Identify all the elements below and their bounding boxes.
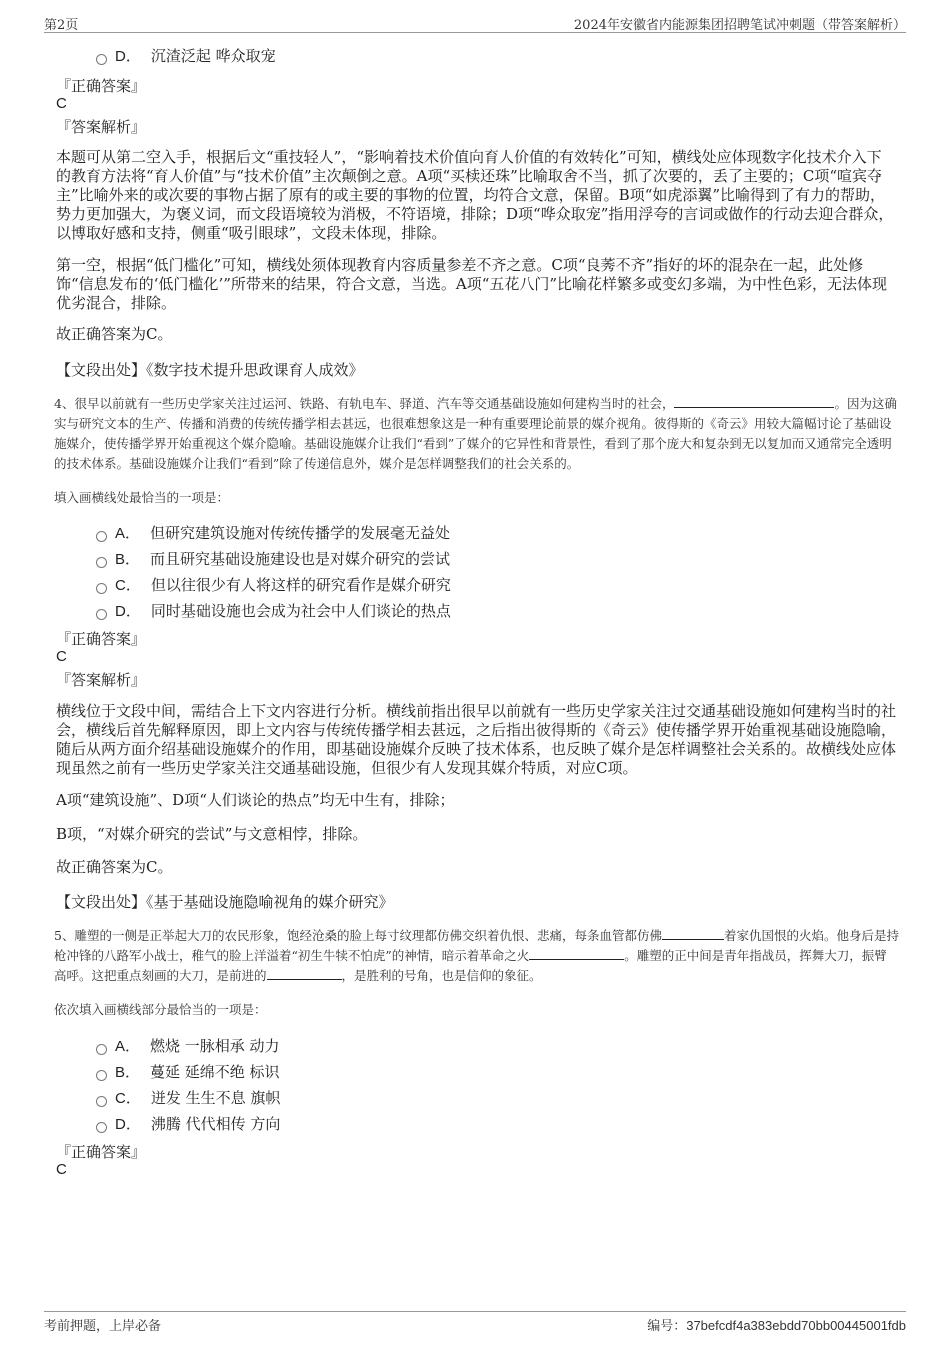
- option-text: 迸发 生生不息 旗帜: [150, 1089, 281, 1107]
- option-text: 蔓延 延绵不绝 标识: [150, 1063, 280, 1081]
- option-text: 但以往很少有人将这样的研究看作是媒介研究: [150, 576, 451, 594]
- q3-option-d[interactable]: [96, 46, 276, 66]
- q3-answer-label: 『正确答案』: [56, 77, 147, 95]
- option-text: 而且研究基础设施建设也是对媒介研究的尝试: [150, 550, 451, 568]
- footer-slogan: 考前押题，上岸必备: [44, 1319, 162, 1334]
- fill-blank: [662, 927, 724, 940]
- q4-stem: [54, 394, 899, 474]
- q4-analysis-p3: B项，“对媒介研究的尝试”与文意相悖，排除。: [56, 825, 368, 843]
- q3-conclusion: 故正确答案为C。: [56, 325, 173, 343]
- option-text: 同时基础设施也会成为社会中人们谈论的热点: [150, 602, 451, 620]
- q4-stem-part1: 4、很早以前就有一些历史学家关注过运河、铁路、有轨电车、驿道、汽车等交通基础设施如何建构当时的社会，: [54, 396, 675, 411]
- q4-answer: C: [56, 648, 67, 665]
- q5-stem-part4: ，是胜利的号角，也是信仰的象征。: [341, 968, 542, 983]
- q3-answer: C: [56, 95, 67, 112]
- option-letter: B．: [115, 551, 141, 568]
- option-letter: B．: [115, 1064, 141, 1081]
- q4-analysis-label: 『答案解析』: [56, 671, 147, 689]
- q5-answer: C: [56, 1161, 67, 1178]
- page-header: [44, 12, 906, 33]
- q4-stem-part2: 。因为这确实与研究文本的生产、传播和消费的传统传播学相去甚远，也很难想象这是一种有重要理论前景的媒介视角。彼得斯的《奇云》用较大篇幅讨论了基础设施媒介，使传播学界开始重视这个媒介隐喻。基础设施媒介让我们“看到”了媒介的它异性和背景性，看到了那个庞大和复杂到无以复加而又通常完全透明的技术体系。基础设施媒介让我们“看到”除了传递信息外，媒介是怎样调整我们的社会关系的。: [54, 396, 897, 471]
- page-number: 第2页: [44, 18, 79, 33]
- q4-option-a[interactable]: [96, 523, 450, 543]
- option-text: 沸腾 代代相传 方向: [150, 1115, 281, 1133]
- radio-icon[interactable]: [96, 1044, 107, 1055]
- radio-icon[interactable]: [96, 609, 107, 620]
- option-letter: C．: [115, 577, 141, 594]
- q4-option-c[interactable]: [96, 575, 451, 595]
- q4-analysis-p1: 横线位于文段中间，需结合上下文内容进行分析。横线前指出很早以前就有一些历史学家关注过交通基础设施如何建构当时的社会，横线后首先解释原因，即上文内容与传统传播学相去甚远，之后指出彼得斯的《奇云》使传播学界开始重视基础设施隐喻，随后从两方面介绍基础设施媒介的作用，即基础设施媒介反映了技术体系，也反映了媒介是怎样调整社会关系的。故横线处应体现虽然之前有一些历史学家关注交通基础设施，但很少有人发现其媒介特质，对应C项。: [56, 702, 897, 777]
- q4-answer-label: 『正确答案』: [56, 630, 147, 648]
- q5-stem: [54, 926, 899, 986]
- footer-code: [647, 1315, 906, 1334]
- footer-code-label: 编号：: [647, 1319, 687, 1334]
- option-letter: D．: [115, 603, 141, 620]
- q5-answer-label: 『正确答案』: [56, 1143, 147, 1161]
- page-footer: [44, 1311, 906, 1334]
- q4-conclusion: 故正确答案为C。: [56, 858, 173, 876]
- q3-analysis-p1: 本题可从第二空入手，根据后文“重技轻人”，“影响着技术价值向育人价值的有效转化”可知，横线处应体现数字化技术介入下的教育方法将“育人价值”与“技术价值”主次颠倒之意。A项“买椟还珠”比喻取舍不当，抓了次要的，丢了主要的；C项“喧宾夺主”比喻外来的或次要的事物占据了原有的或主要的事物的位置，均符合文意，保留。B项“如虎添翼”比喻得到了有力的帮助，势力更加强大，为褒义词，而文段语境较为消极，不符语境，排除；D项“哗众取宠”指用浮夸的言词或做作的行动去迎合群众，以博取好感和支持，侧重“吸引眼球”，文段未体现，排除。: [56, 148, 894, 242]
- q5-instruction: 依次填入画横线部分最恰当的一项是：: [54, 1002, 267, 1017]
- q5-stem-part2: 着家仇国恨的火焰。他身后是持枪冲锋的八路军小战士，稚气的脸上洋溢着“初生牛犊不怕虎”的神情，暗示着革命之火: [54, 928, 899, 963]
- document-title: 2024年安徽省内能源集团招聘笔试冲刺题（带答案解析）: [573, 18, 906, 33]
- radio-icon[interactable]: [96, 557, 107, 568]
- option-text: 沉渣泛起 哗众取宠: [150, 47, 276, 65]
- q5-option-a[interactable]: [96, 1036, 280, 1056]
- fill-blank: [674, 395, 834, 408]
- footer-code-value: 37befcdf4a383ebdd70bb00445001fdb: [686, 1318, 906, 1333]
- radio-icon[interactable]: [96, 531, 107, 542]
- option-letter: A．: [115, 1038, 141, 1055]
- q5-option-d[interactable]: [96, 1114, 280, 1134]
- q3-analysis-label: 『答案解析』: [56, 118, 147, 136]
- q4-analysis-p2: A项“建筑设施”、D项“人们谈论的热点”均无中生有，排除；: [56, 791, 455, 809]
- radio-icon[interactable]: [96, 583, 107, 594]
- radio-icon[interactable]: [96, 54, 107, 65]
- q5-stem-part3: 。雕塑的正中间是青年指战员，挥舞大刀，振臂高呼。这把重点刻画的大刀，是前进的: [54, 948, 887, 983]
- option-letter: C．: [115, 1090, 141, 1107]
- q5-stem-part1: 5、雕塑的一侧是正举起大刀的农民形象，饱经沧桑的脸上每寸纹理都仿佛交织着仇恨、悲痛，每条血管都仿佛: [54, 928, 662, 943]
- option-letter: D．: [115, 1116, 141, 1133]
- radio-icon[interactable]: [96, 1070, 107, 1081]
- q3-analysis-p2: 第一空，根据“低门槛化”可知，横线处须体现教育内容质量参差不齐之意。C项“良莠不齐”指好的坏的混杂在一起，此处修饰“信息发布的‘低门槛化’”所带来的结果，符合文意，当选。A项“五花八门”比喻花样繁多或变幻多端，为中性色彩，无法体现优劣混合，排除。: [56, 256, 888, 312]
- fill-blank: [267, 967, 342, 980]
- q5-option-c[interactable]: [96, 1088, 280, 1108]
- radio-icon[interactable]: [96, 1122, 107, 1133]
- q4-instruction: 填入画横线处最恰当的一项是：: [54, 490, 230, 505]
- option-letter: D．: [115, 48, 141, 65]
- q4-option-d[interactable]: [96, 601, 451, 621]
- q4-option-b[interactable]: [96, 549, 450, 569]
- q4-source: 【文段出处】《基于基础设施隐喻视角的媒介研究》: [56, 893, 394, 911]
- option-letter: A．: [115, 525, 141, 542]
- radio-icon[interactable]: [96, 1096, 107, 1107]
- q3-source: 【文段出处】《数字技术提升思政课育人成效》: [56, 361, 364, 379]
- q5-option-b[interactable]: [96, 1062, 280, 1082]
- fill-blank: [529, 947, 624, 960]
- option-text: 燃烧 一脉相承 动力: [150, 1037, 280, 1055]
- option-text: 但研究建筑设施对传统传播学的发展毫无益处: [150, 524, 451, 542]
